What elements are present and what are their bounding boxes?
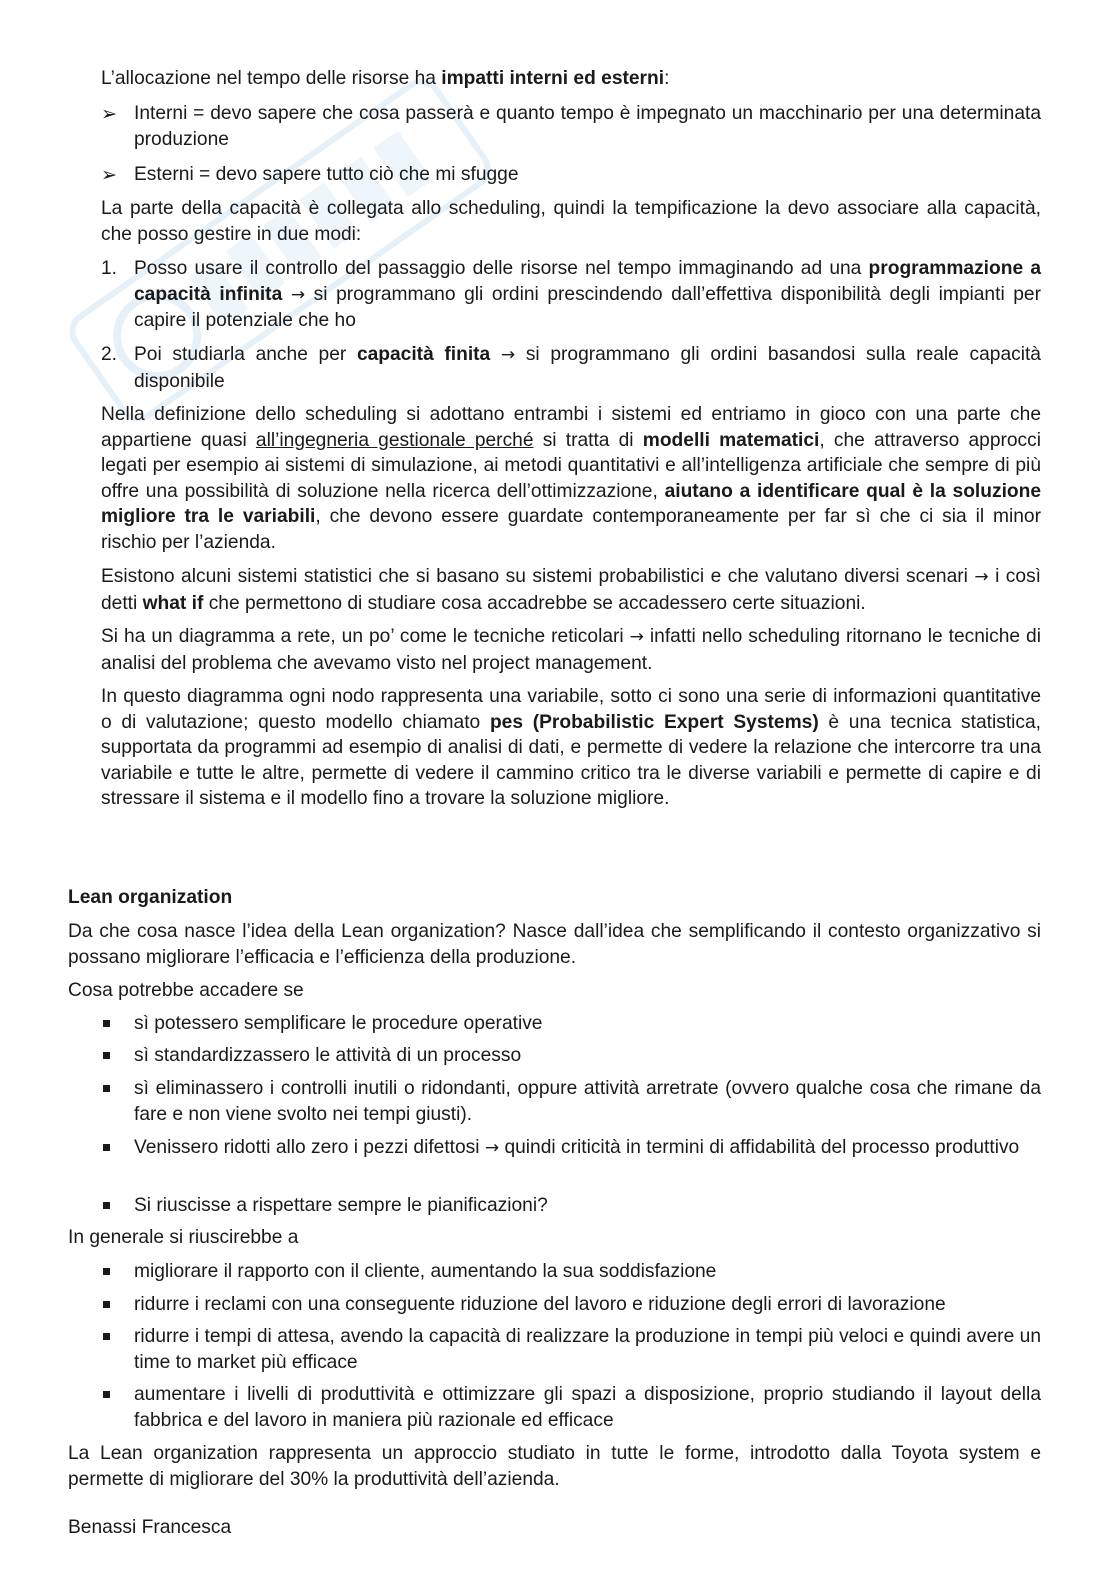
lean-conclusion-paragraph: La Lean organization rappresenta un approccio studiato in tutte le forme, introdotto dalla Toyota system e permette di migliorare del 30% la produttività dell’azienda. (68, 1443, 1041, 1490)
statistical-paragraph: Esistono alcuni sistemi statistici che si basano su sistemi probabilistici e che valutano diversi scenari → i così detti what if che permettono di studiare cosa accadrebbe se accadessero certe situazioni. (101, 566, 1041, 614)
square-bullet-icon (103, 1144, 110, 1151)
arrow-right-icon: → (290, 284, 306, 305)
network-paragraph: Si ha un diagramma a rete, un po’ come le tecniche reticolari → infatti nello scheduling ritornano le tecniche di analisi del problema che avevamo visto nel project management. (101, 626, 1041, 674)
author-name: Benassi Francesca (68, 1517, 232, 1538)
general-label: In generale si riuscirebbe a (68, 1227, 299, 1248)
scheduling-paragraph: Nella definizione dello scheduling si adottano entrambi i sistemi ed entriamo in gioco con una parte che appartiene quasi all’ingegneria gestionale perché si tratta di modelli matematici, che attraverso approcci legati per esempio ai sistemi di simulazione, ai metodi quantitativi e all’intelligenza artificiale che sempre di più offre una possibilità di soluzione nella ricerca dell’ottimizzazione, aiutano a identificare qual è la soluzione migliore tra le variabili, che devono essere guardate contemporaneamente per far sì che ci sia il minor rischio per l’azienda. (101, 404, 1042, 553)
list-item: sì eliminassero i controlli inutili o ridondanti, oppure attività arretrate (ovvero qualche cosa che rimane da fare e non viene svolto nei tempi giusti). (101, 1076, 1041, 1127)
list-item: sì potessero semplificare le procedure operative (101, 1011, 1041, 1037)
capacity-intro-paragraph: La parte della capacità è collegata allo scheduling, quindi la tempificazione la devo associare alla capacità, che posso gestire in due modi: (101, 198, 1041, 245)
arrow-right-icon: → (484, 1138, 500, 1158)
cosa-label: Cosa potrebbe accadere se (68, 980, 304, 1001)
square-bullet-icon (103, 1202, 110, 1209)
list-item: ridurre i reclami con una conseguente riduzione del lavoro e riduzione degli errori di lavorazione (101, 1292, 1041, 1318)
list-item: migliorare il rapporto con il cliente, aumentando la sua soddisfazione (101, 1259, 1041, 1285)
list-item: Si riuscisse a rispettare sempre le pianificazioni? (101, 1193, 1041, 1219)
section-heading-lean: Lean organization (68, 887, 233, 908)
list-item: ridurre i tempi di attesa, avendo la capacità di realizzare la produzione in tempi più veloci e quindi avere un time to market più efficace (101, 1324, 1041, 1375)
list-item: Venissero ridotti allo zero i pezzi difettosi → quindi criticità in termini di affidabilità del processo produttivo (101, 1135, 1041, 1162)
numbered-item-1: 1. Posso usare il controllo del passaggio delle risorse nel tempo immaginando ad una programmazione a capacità infinita → si programmano gli ordini prescindendo dall’effettiva disponibilità degli impianti per capire il potenziale che ho (101, 258, 1041, 332)
arrow-right-icon: → (500, 345, 516, 365)
arrow-right-icon: → (974, 567, 989, 587)
list-number: 1. (101, 258, 118, 279)
square-bullet-icon (103, 1333, 110, 1340)
square-bullet-icon (103, 1391, 110, 1398)
square-bullet-icon (103, 1301, 110, 1308)
square-bullet-icon (103, 1268, 110, 1275)
impact-item-esterni: ➢ Esterni = devo sapere tutto ciò che mi sfugge (101, 163, 519, 186)
square-bullet-icon (103, 1085, 110, 1092)
arrow-right-icon: → (629, 627, 644, 647)
list-item: sì standardizzassero le attività di un processo (101, 1043, 1041, 1069)
arrow-bullet-icon: ➢ (101, 163, 118, 186)
lean-question-paragraph: Da che cosa nasce l’idea della Lean organization? Nasce dall’idea che semplificando il contesto organizzativo si possano migliorare l’efficacia e l’efficienza della produzione. (68, 921, 1041, 968)
pes-paragraph: In questo diagramma ogni nodo rappresenta una variabile, sotto ci sono una serie di informazioni quantitative o di valutazione; questo modello chiamato pes (Probabilistic Expert Systems) è una tecnica statistica, supportata da programmi ad esempio di analisi di dati, e permette di vedere la relazione che intercorre tra una variabile e tutte le altre, permette di vedere il cammino critico tra le diverse variabili e permette di capire e di stressare il sistema e il modello fino a trovare la soluzione migliore. (101, 686, 1042, 810)
square-bullet-icon (103, 1052, 110, 1059)
square-bullet-icon (103, 1020, 110, 1027)
list-item: aumentare i livelli di produttività e ottimizzare gli spazi a disposizione, proprio studiando il layout della fabbrica e del lavoro in maniera più razionale ed efficace (101, 1382, 1041, 1433)
intro-paragraph: L’allocazione nel tempo delle risorse ha impatti interni ed esterni: (101, 68, 670, 89)
arrow-bullet-icon: ➢ (101, 102, 118, 125)
impact-item-interni: ➢ Interni = devo sapere che cosa passerà e quanto tempo è impegnato un macchinario per una determinata produzione (101, 102, 1041, 150)
list-number: 2. (101, 344, 118, 365)
numbered-item-2: 2. Poi studiarla anche per capacità finita → si programmano gli ordini basandosi sulla reale capacità disponibile (101, 344, 1041, 392)
